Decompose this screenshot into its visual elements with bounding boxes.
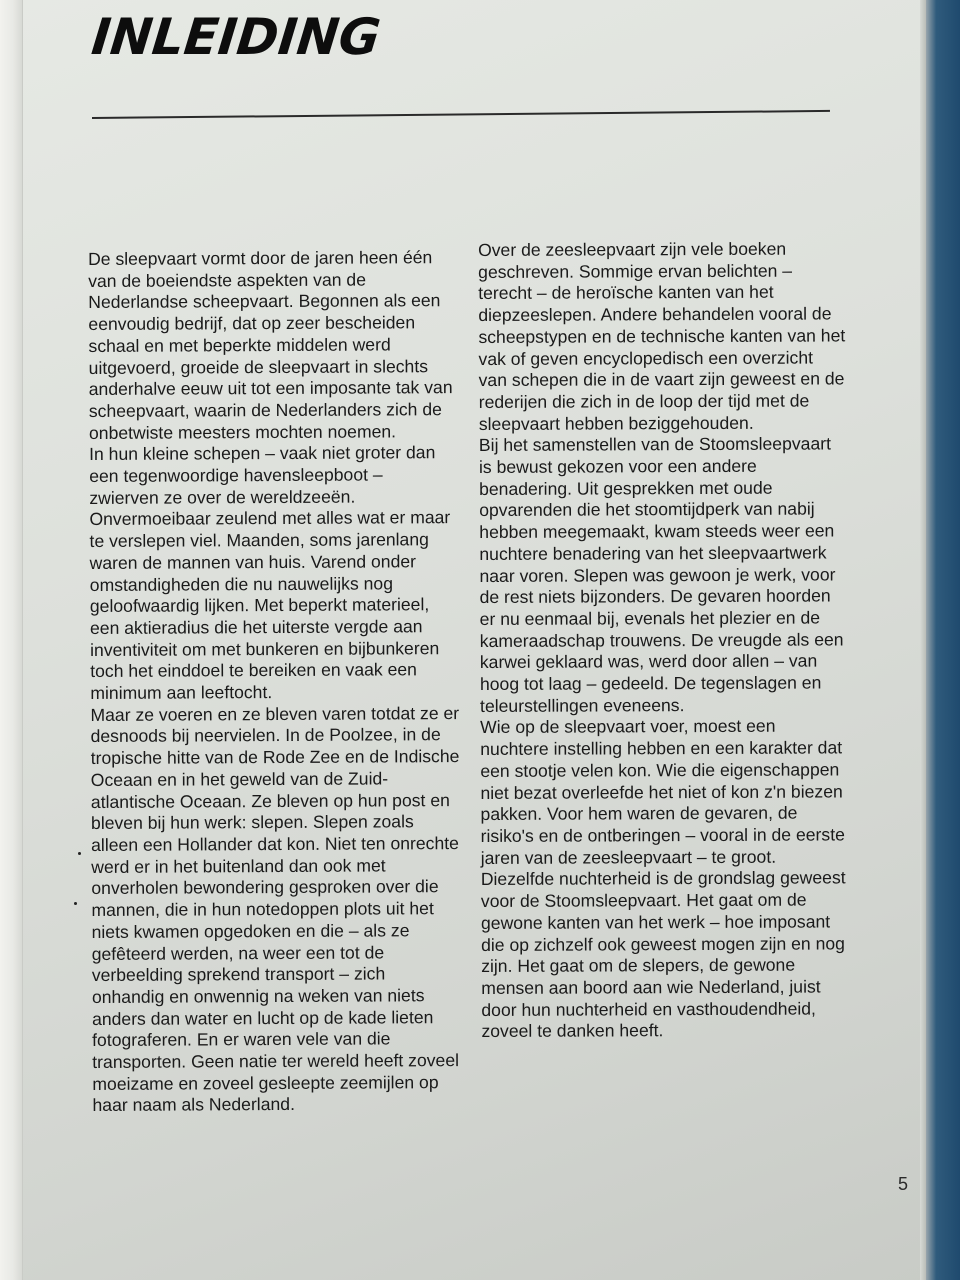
ink-speck (74, 902, 77, 905)
page-number: 5 (898, 1174, 909, 1194)
paragraph: Maar ze voeren en ze bleven varen totdat ze er desnoods bij neervielen. In de Poolzee, in de tropische hitte van de Rode Zee en de Indische Oceaan en in het geweld van de Zuid- atlantische Oceaan. Ze bleven op hun post en bleven bij hun werk: slepen. Slepen zoals alleen een Hollander dat kon. Niet ten onrechte werd er in het buitenland dan ook met onverholen bewondering gesproken over die mannen, die in hun notedoppen plots uit het niets kwamen opgedoken en die – als ze gefêteerd werden, na weer een tot de verbeelding sprekend transport – zich onhandig en onwennig na weken van niets anders dan water en lucht op de kade lieten fotograferen. En er waren vele van die transporten. Geen natie ter wereld heeft zoveel moeizame en zoveel gesleepte zeemijlen op haar naam als Nederland. (90, 702, 460, 1116)
book-cover-spine (926, 0, 960, 1280)
left-column (88, 247, 493, 1117)
paragraph: In hun kleine schepen – vaak niet groter dan een tegenwoordige havensleepboot – zwierven ze over de wereldzeeën. Onvermoeibaar zeulend met alles wat er maar te verslepen viel. Maanden, soms jarenlang waren de mannen van huis. Varend onder omstandigheden die nu nauwelijks nog geloofwaardig lijken. Met beperkt materieel, een aktieradius die het uiterste vergde aan inventiviteit om met bunkeren en bijbunkeren toch het einddoel te bereiken en vaak een minimum aan leeftocht. (89, 442, 451, 704)
chapter-heading: INLEIDING (88, 8, 384, 66)
paragraph: Diezelfde nuchterheid is de grondslag geweest voor de Stoomsleepvaart. Het gaat om de gewone kanten van het werk – hoe imposant die op zichzelf ook geweest mogen zijn en nog zijn. Het gaat om de slepers, de gewone mensen aan boord aan wie Nederland, juist door hun nuchterheid en vasthoudendheid, zoveel te danken heeft. (480, 867, 846, 1042)
previous-page-edge (0, 0, 23, 1280)
right-column (478, 238, 867, 1043)
ink-speck (78, 852, 81, 855)
heading-rule (92, 110, 830, 119)
paragraph: De sleepvaart vormt door de jaren heen één van de boeiendste aspekten van de Nederlandse scheepvaart. Begonnen als een eenvoudig bedrijf, dat op zeer bescheiden schaal en met beperkte middelen werd uitgevoerd, groeide de sleepvaart in slechts anderhalve eeuw uit tot een imposante tak van scheepvaart, waarin de Nederlanders zich de onbetwiste meesters mochten noemen. (88, 247, 453, 443)
paragraph: Bij het samenstellen van de Stoomsleepvaart is bewust gekozen voor een andere benadering. Uit gesprekken met oude opvarenden die het stoomtijdperk van nabij hebben meegemaakt, kwam steeds weer een nuchtere benadering van het sleepvaartwerk naar voren. Slepen was gewoon je werk, voor de rest niets bijzonders. De gevaren hoorden er nu eenmaal bij, evenals het plezier en de kameraadschap trouwens. De vreugde als een karwei geklaard was, werd door allen – van hoog tot laag – gedeeld. De tegenslagen en teleurstellingen eveneens. (478, 433, 844, 716)
paragraph: Wie op de sleepvaart voer, moest een nuchtere instelling hebben en een karakter dat een stootje velen kon. Wie die eigenschappen niet bezat overleefde het niet of kon z'n biezen pakken. Voor hem waren de gevaren, de risiko's en de ontberingen – vooral in de eerste jaren van de zeesleepvaart – te groot. (480, 716, 845, 868)
paragraph: Over de zeesleepvaart zijn vele boeken geschreven. Sommige ervan belichten – terecht – de heroïsche kanten van het diepzeeslepen. Andere behandelen vooral de scheepstypen en de technische kanten van het vak of geven encyclopedisch een overzicht van schepen die in de vaart zijn geweest en de rederijen die zich in de loop der tijd met de sleepvaart hebben beziggehouden. (478, 238, 846, 434)
